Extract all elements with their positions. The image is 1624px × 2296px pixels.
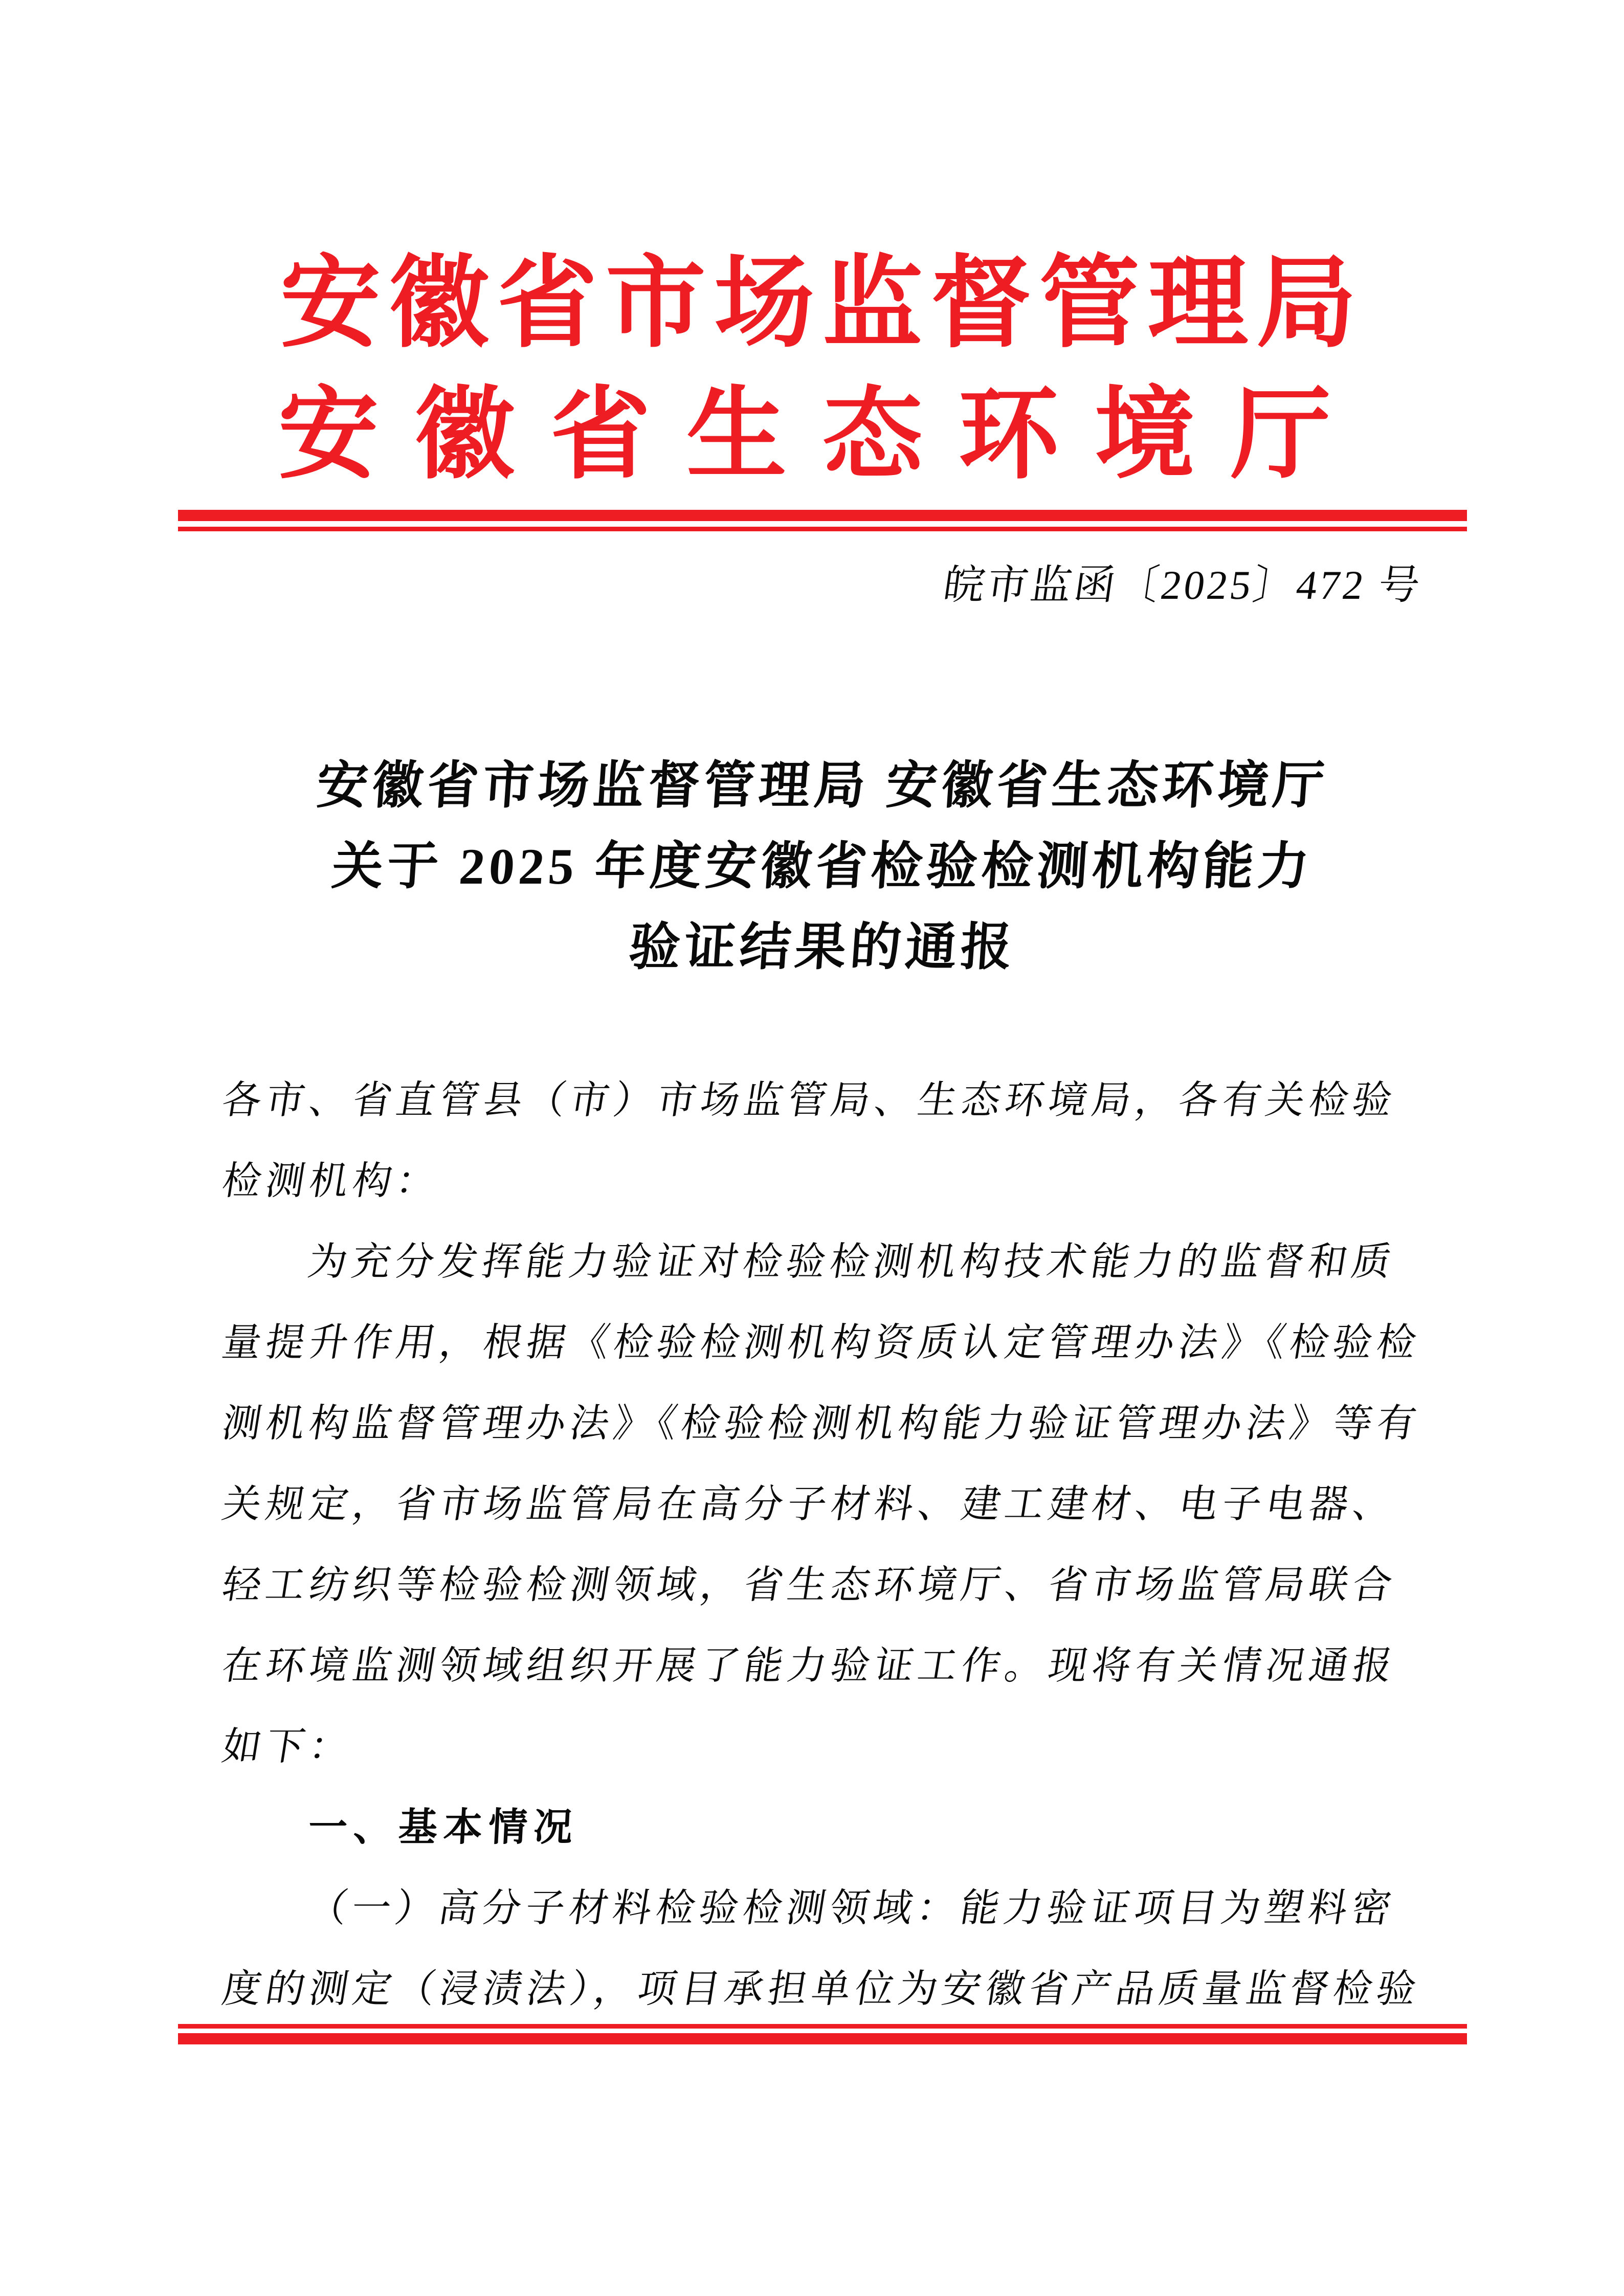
body-line: 量提升作用，根据《检验检测机构资质认定管理办法》《检验检 — [219, 1321, 1424, 1364]
title-line-1: 安徽省市场监督管理局 安徽省生态环境厅 — [315, 757, 1330, 814]
body-line: 度的测定（浸渍法），项目承担单位为安徽省产品质量监督检验 — [219, 1968, 1424, 2011]
body-line: 各市、省直管县（市）市场监管局、生态环境局，各有关检验 — [219, 1079, 1400, 1122]
bottom-rule-thick — [178, 2033, 1467, 2044]
document-content — [178, 0, 1467, 2296]
body-line: 测机构监督管理办法》《检验检测机构能力验证管理办法》等有 — [219, 1402, 1424, 1445]
document-title — [178, 746, 1467, 988]
masthead-org-name-2: 安徽省生态环境厅 — [278, 380, 1367, 491]
bottom-rule-thin — [178, 2024, 1467, 2029]
body-section-heading: 一、基本情况 — [307, 1806, 580, 1849]
document-body — [219, 1060, 1424, 2030]
body-line: 为充分发挥能力验证对检验检测机构技术能力的监督和质 — [305, 1241, 1399, 1284]
body-line: 检测机构： — [219, 1160, 443, 1203]
body-line: 如下： — [219, 1725, 357, 1768]
top-rule-thick — [178, 510, 1467, 521]
masthead-org-name-1: 安徽省市场监督管理局 — [280, 249, 1365, 359]
body-line: 轻工纺织等检验检测领域，省生态环境厅、省市场监管局联合 — [219, 1564, 1400, 1607]
top-rule-thin — [178, 527, 1467, 531]
document-number: 皖市监函〔2025〕472 号 — [940, 563, 1426, 608]
body-line: 在环境监测领域组织开展了能力验证工作。现将有关情况通报 — [219, 1645, 1400, 1687]
body-line: （一）高分子材料检验检测领域：能力验证项目为塑料密 — [305, 1887, 1399, 1930]
title-line-3: 验证结果的通报 — [627, 919, 1018, 976]
body-line: 关规定，省市场监管局在高分子材料、建工建材、电子电器、 — [219, 1483, 1400, 1526]
title-line-2: 关于 2025 年度安徽省检验检测机构能力 — [330, 838, 1315, 895]
